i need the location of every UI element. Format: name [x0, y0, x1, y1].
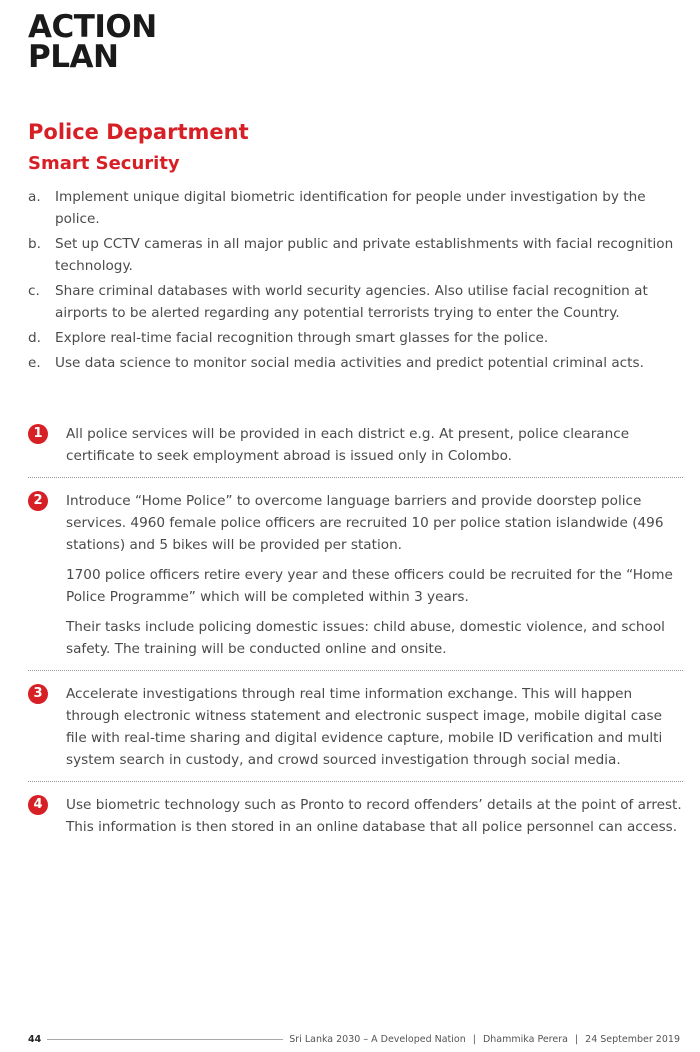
- list-letter: b.: [28, 236, 41, 252]
- footer-date: 24 September 2019: [585, 1034, 680, 1045]
- item-paragraph: Accelerate investigations through real time information exchange. This will happen through electronic witness statement and electronic suspect image, mobile digital case file with real-time sharing and digital evidence capture, mobile ID verification and multi system search in custody, and crowd sourced investigation through social media.: [66, 686, 663, 768]
- lettered-list: [28, 186, 683, 377]
- item-paragraph: Use biometric technology such as Pronto to record offenders’ details at the point of arrest. This information is then stored in an online database that all police personnel can access.: [66, 797, 682, 835]
- title-line-2: PLAN: [28, 39, 119, 75]
- list-letter: c.: [28, 283, 40, 299]
- list-text: Share criminal databases with world security agencies. Also utilise facial recognition at airports to be alerted regarding any potential terrorists trying to enter the Country.: [55, 283, 648, 321]
- list-item: [28, 280, 683, 324]
- footer-separator: |: [472, 1034, 476, 1045]
- numbered-list: [28, 423, 683, 860]
- item-paragraph: All police services will be provided in each district e.g. At present, police clearance certificate to seek employment abroad is issued only in Colombo.: [66, 426, 630, 464]
- list-item: [28, 352, 683, 374]
- number-badge: 4: [28, 795, 48, 815]
- page-number: 44: [28, 1034, 42, 1045]
- numbered-item: [28, 683, 683, 782]
- item-paragraph: 1700 police officers retire every year and these officers could be recruited for the “Home Police Programme” which will be completed within 3 years.: [66, 567, 673, 605]
- numbered-item: [28, 490, 683, 671]
- list-letter: a.: [28, 189, 41, 205]
- list-item: [28, 186, 683, 230]
- footer-separator: |: [574, 1034, 579, 1045]
- number-badge: 2: [28, 491, 48, 511]
- number-badge: 1: [28, 424, 48, 444]
- page-title: [28, 9, 157, 75]
- number-badge: 3: [28, 684, 48, 704]
- footer-publication: Sri Lanka 2030 – A Developed Nation: [289, 1034, 466, 1045]
- numbered-item: [28, 423, 683, 478]
- numbered-item: [28, 794, 683, 848]
- list-letter: d.: [28, 330, 41, 346]
- list-text: Use data science to monitor social media activities and predict potential criminal acts.: [55, 355, 644, 371]
- footer-author: Dhammika Perera: [482, 1034, 568, 1045]
- list-text: Explore real-time facial recognition through smart glasses for the police.: [55, 330, 549, 346]
- list-text: Implement unique digital biometric identification for people under investigation by the police.: [55, 189, 646, 227]
- list-letter: e.: [28, 355, 41, 371]
- section-heading: Police Department: [28, 120, 249, 144]
- list-text: Set up CCTV cameras in all major public and private establishments with facial recognition technology.: [55, 236, 674, 274]
- page-footer: [28, 1034, 680, 1045]
- list-item: [28, 327, 683, 349]
- item-paragraph: Their tasks include policing domestic issues: child abuse, domestic violence, and school safety. The training will be conducted online and onsite.: [66, 619, 665, 657]
- item-paragraph: Introduce “Home Police” to overcome language barriers and provide doorstep police services. 4960 female police officers are recruited 10 per police station islandwide (496 stations) and 5 bikes will be provided per station.: [66, 493, 664, 553]
- title-line-1: ACTION: [28, 9, 157, 45]
- footer-rule: [47, 1039, 283, 1040]
- section-subheading: Smart Security: [28, 153, 180, 174]
- list-item: [28, 233, 683, 277]
